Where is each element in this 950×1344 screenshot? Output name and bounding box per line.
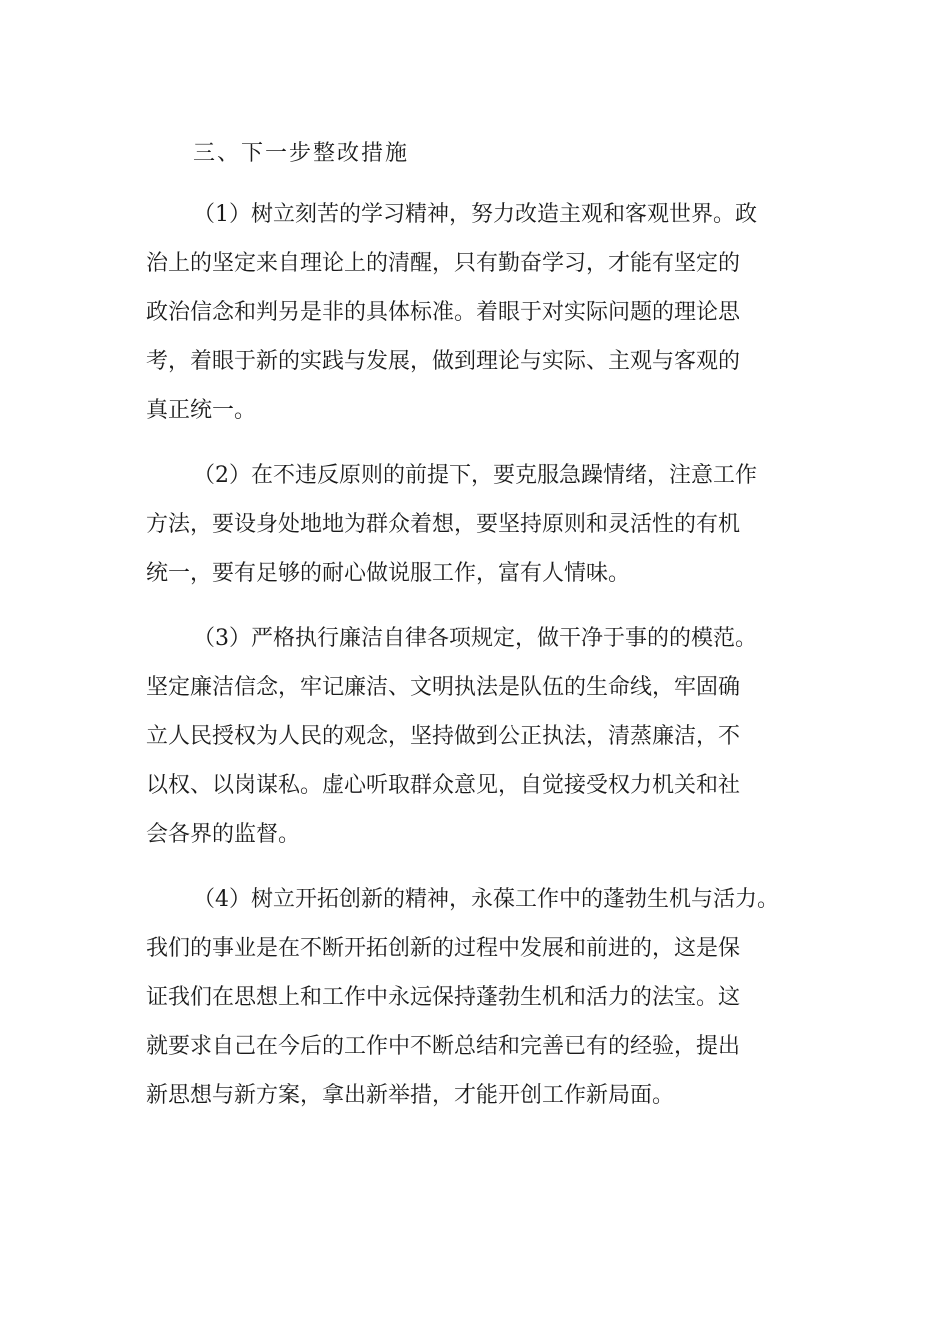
paragraph-1-line-3: 政治信念和判另是非的具体标准。着眼于对实际问题的理论思 — [146, 300, 741, 325]
paragraph-4-line-4: 就要求自己在今后的工作中不断总结和完善已有的经验，提出 — [146, 1034, 741, 1059]
paragraph-1-line-5: 真正统一。 — [146, 398, 257, 423]
paragraph-3-line-2: 坚定廉洁信念，牢记廉洁、文明执法是队伍的生命线，牢固确 — [146, 675, 741, 700]
paragraph-2-line-2: 方法，要设身处地地为群众着想，要坚持原则和灵活性的有机 — [146, 512, 741, 537]
paragraph-1-line-1: （1）树立刻苦的学习精神，努力改造主观和客观世界。政 — [193, 202, 757, 227]
paragraph-3-line-4: 以权、以岗谋私。虚心听取群众意见，自觉接受权力机关和社 — [146, 773, 741, 798]
paragraph-4-line-2: 我们的事业是在不断开拓创新的过程中发展和前进的，这是保 — [146, 936, 741, 961]
paragraph-2-line-1: （2）在不违反原则的前提下，要克服急躁情绪，注意工作 — [193, 463, 757, 488]
paragraph-4-line-3: 证我们在思想上和工作中永远保持蓬勃生机和活力的法宝。这 — [146, 985, 741, 1010]
paragraph-1-line-4: 考，着眼于新的实践与发展，做到理论与实际、主观与客观的 — [146, 349, 741, 374]
paragraph-2-line-3: 统一，要有足够的耐心做说服工作，富有人情味。 — [146, 561, 631, 586]
paragraph-1-line-2: 治上的坚定来自理论上的清醒，只有勤奋学习，才能有坚定的 — [146, 251, 741, 276]
section-heading: 三、下一步整改措施 — [193, 141, 410, 166]
paragraph-3-line-1: （3）严格执行廉洁自律各项规定，做干净于事的的模范。 — [193, 626, 757, 651]
paragraph-4-line-1: （4）树立开拓创新的精神，永葆工作中的蓬勃生机与活力。 — [193, 887, 779, 912]
paragraph-3-line-5: 会各界的监督。 — [146, 822, 301, 847]
paragraph-4-line-5: 新思想与新方案，拿出新举措，才能开创工作新局面。 — [146, 1083, 675, 1108]
paragraph-3-line-3: 立人民授权为人民的观念，坚持做到公正执法，清蒸廉洁，不 — [146, 724, 741, 749]
